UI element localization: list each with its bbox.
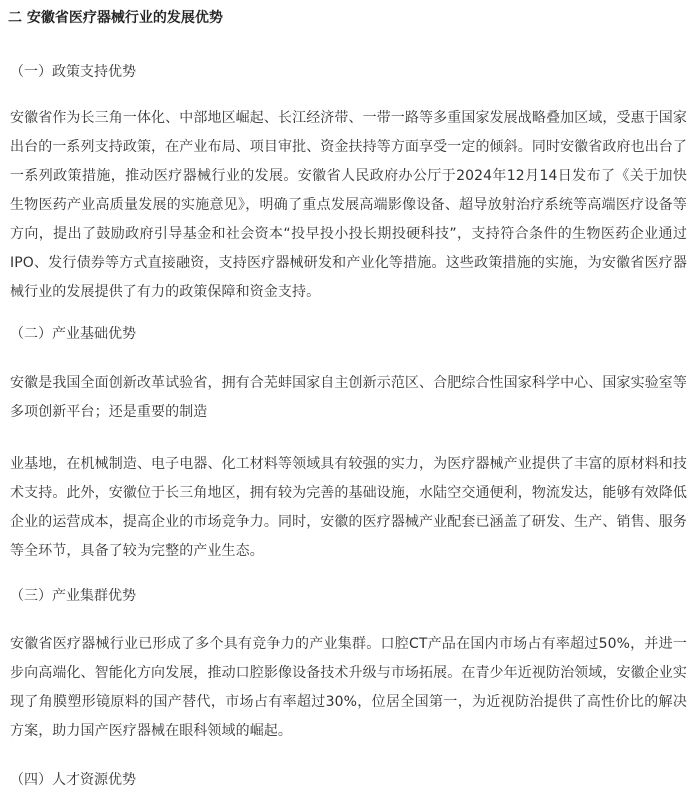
section-heading-policy: （一）政策支持优势 [10,64,136,80]
section-heading-talent: （四）人才资源优势 [10,772,136,788]
section-heading-industry-base: （二）产业基础优势 [10,326,136,342]
paragraph-industry-base-1: 安徽是我国全面创新改革试验省，拥有合芜蚌国家自主创新示范区、合肥综合性国家科学中心、国家实验室等多项创新平台；还是重要的制造 [10,375,687,420]
section-heading-cluster: （三）产业集群优势 [10,588,136,604]
paragraph-industry-base-2: 业基地，在机械制造、电子电器、化工材料等领域具有较强的实力，为医疗器械产业提供了丰富的原材料和技术支持。此外，安徽位于长三角地区，拥有较为完善的基础设施，水陆空交通便利，物流发达，能够有效降低企业的运营成本，提高企业的市场竞争力。同时，安徽的医疗器械产业配套已涵盖了研发、生产、销售、服务等全环节，具备了较为完整的产业生态。 [10,456,687,559]
article-title: 二 安徽省医疗器械行业的发展优势 [8,10,223,26]
paragraph-policy: 安徽省作为长三角一体化、中部地区崛起、长江经济带、一带一路等多重国家发展战略叠加区域，受惠于国家出台的一系列支持政策，在产业布局、项目审批、资金扶持等方面享受一定的倾斜。同时安徽省政府也出台了一系列政策措施，推动医疗器械行业的发展。安徽省人民政府办公厅于2024年12月14日发布了《关于加快生物医药产业高质量发展的实施意见》，明确了重点发展高端影像设备、超导放射治疗系统等高端医疗设备等方向，提出了鼓励政府引导基金和社会资本“投早投小投长期投硬科技”，支持符合条件的生物医药企业通过IPO、发行债券等方式直接融资，支持医疗器械研发和产业化等措施。这些政策措施的实施，为安徽省医疗器械行业的发展提供了有力的政策保障和资金支持。 [10,110,687,300]
paragraph-cluster: 安徽省医疗器械行业已形成了多个具有竞争力的产业集群。口腔CT产品在国内市场占有率超过50%，并进一步向高端化、智能化方向发展，推动口腔影像设备技术升级与市场拓展。在青少年近视防治领域，安徽企业实现了角膜塑形镜原料的国产替代，市场占有率超过30%，位居全国第一，为近视防治提供了高性价比的解决方案，助力国产医疗器械在眼科领域的崛起。 [10,636,687,739]
